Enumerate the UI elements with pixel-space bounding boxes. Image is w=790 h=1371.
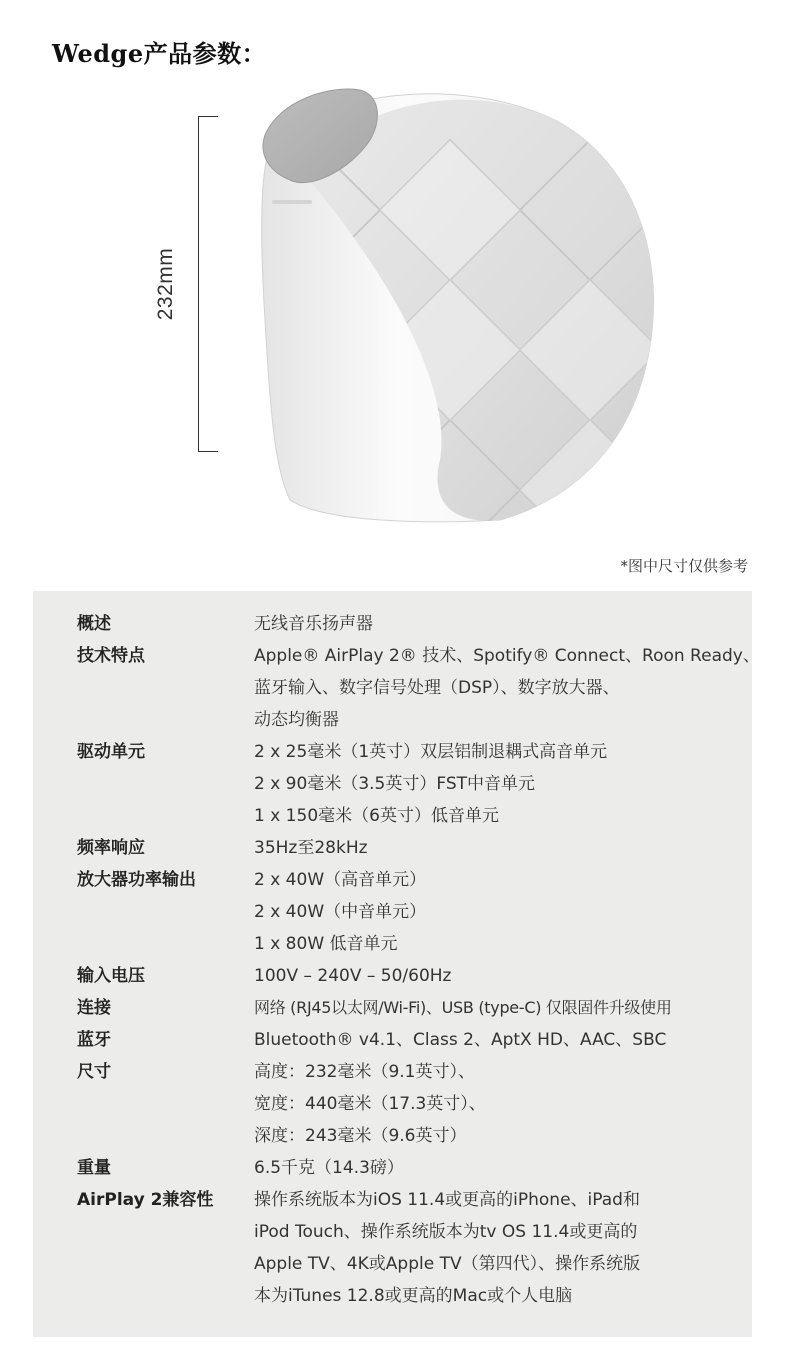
spec-table bbox=[33, 591, 760, 1337]
spec-value bbox=[254, 640, 760, 736]
spec-value-line: 35Hz至28kHz bbox=[254, 838, 368, 858]
spec-label: 放大器功率输出 bbox=[77, 870, 196, 890]
spec-value-line: 2 x 90毫米（3.5英寸）FST中音单元 bbox=[254, 774, 536, 794]
spec-label: 尺寸 bbox=[77, 1062, 111, 1082]
spec-value-line: 深度：243毫米（9.6英寸） bbox=[254, 1126, 467, 1146]
spec-label: 频率响应 bbox=[77, 838, 145, 858]
spec-value-line: 2 x 40W（高音单元） bbox=[254, 870, 427, 890]
spec-value-line: 操作系统版本为iOS 11.4或更高的iPhone、iPad和 bbox=[254, 1190, 640, 1210]
spec-label: 技术特点 bbox=[77, 646, 145, 666]
spec-label: 连接 bbox=[77, 998, 111, 1018]
spec-label: 概述 bbox=[77, 614, 111, 634]
dimension-tick-bottom bbox=[198, 451, 218, 452]
spec-value-line: Apple TV、4K或Apple TV（第四代）、操作系统版 bbox=[254, 1254, 641, 1274]
spec-value-line: 2 x 40W（中音单元） bbox=[254, 902, 427, 922]
spec-value bbox=[254, 960, 744, 992]
spec-value-line: 6.5千克（14.3磅） bbox=[254, 1158, 404, 1178]
size-disclaimer: *图中尺寸仅供参考 bbox=[620, 557, 748, 575]
spec-label: 输入电压 bbox=[77, 966, 145, 986]
spec-value bbox=[254, 608, 744, 640]
spec-value-line: Bluetooth® v4.1、Class 2、AptX HD、AAC、SBC bbox=[254, 1030, 667, 1050]
spec-value-line: 宽度：440毫米（17.3英寸）、 bbox=[254, 1094, 486, 1114]
spec-value bbox=[254, 992, 744, 1024]
spec-value-line: 本为iTunes 12.8或更高的Mac或个人电脑 bbox=[254, 1286, 573, 1306]
spec-value bbox=[254, 736, 744, 832]
spec-value-line: 高度：232毫米（9.1英寸）、 bbox=[254, 1062, 475, 1082]
spec-label: 重量 bbox=[77, 1158, 111, 1178]
spec-value bbox=[254, 1056, 744, 1152]
spec-value bbox=[254, 1024, 744, 1056]
spec-value bbox=[254, 1152, 744, 1184]
spec-value-line: 无线音乐扬声器 bbox=[254, 614, 373, 634]
dimension-tick-top bbox=[198, 116, 218, 117]
spec-label: 蓝牙 bbox=[77, 1030, 111, 1050]
spec-value-line: 1 x 80W 低音单元 bbox=[254, 934, 398, 954]
page-title: Wedge产品参数： bbox=[52, 39, 267, 68]
dimension-line bbox=[198, 116, 199, 451]
spec-value-line: Apple® AirPlay 2® 技术、Spotify® Connect、Roon Ready、 bbox=[254, 646, 760, 666]
spec-value bbox=[254, 1184, 744, 1312]
spec-value bbox=[254, 864, 744, 960]
spec-label: AirPlay 2兼容性 bbox=[77, 1190, 214, 1210]
spec-value-line: 网络 (RJ45以太网/Wi-Fi)、USB (type-C) 仅限固件升级使用 bbox=[254, 998, 672, 1017]
spec-value-line: 蓝牙输入、数字信号处理（DSP）、数字放大器、 bbox=[254, 678, 620, 698]
dimension-label: 232mm bbox=[154, 247, 177, 321]
spec-value-line: 2 x 25毫米（1英寸）双层铝制退耦式高音单元 bbox=[254, 742, 608, 762]
spec-value-line: 1 x 150毫米（6英寸）低音单元 bbox=[254, 806, 499, 826]
spec-value-line: 动态均衡器 bbox=[254, 710, 339, 730]
speaker-product-image bbox=[250, 80, 680, 540]
spec-value-line: iPod Touch、操作系统版本为tv OS 11.4或更高的 bbox=[254, 1222, 638, 1242]
spec-value-line: 100V – 240V – 50/60Hz bbox=[254, 966, 452, 986]
spec-value bbox=[254, 832, 744, 864]
spec-label: 驱动单元 bbox=[77, 742, 145, 762]
